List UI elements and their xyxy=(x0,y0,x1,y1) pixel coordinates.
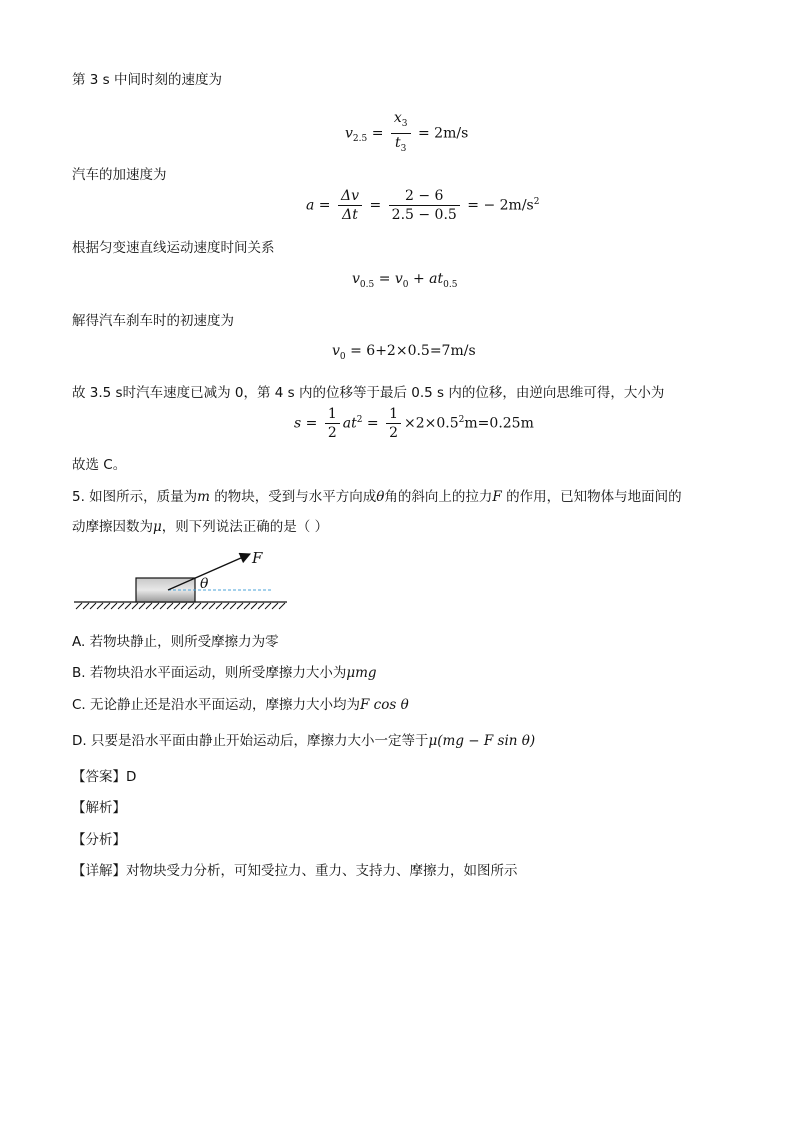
angle-label: θ xyxy=(200,576,209,592)
force-label: F xyxy=(252,549,263,567)
force-diagram xyxy=(72,546,297,616)
text-line-4: 解得汽车刹车时的初速度为 xyxy=(72,313,234,329)
text-line-1: 第 3 s 中间时刻的速度为 xyxy=(72,72,222,88)
equation-acceleration: a = $\frac{\Delta v}{\Delta t}$ = $\frac{2 - 6}{2.5 - 0.5}$ = − $2m/s^2$ xyxy=(306,188,540,223)
equation-velocity-time: $v_{0.5} = v_0 + at_{0.5}$ xyxy=(352,271,458,290)
option-c: C. 无论静止还是沿水平面运动，摩擦力大小均为F cos θ xyxy=(72,697,409,713)
text-line-6: 故选 C。 xyxy=(72,457,127,473)
equation-v0: $v_0 = 6+2\times 0.5=7m/s$ xyxy=(332,343,476,362)
text-line-2: 汽车的加速度为 xyxy=(72,167,167,183)
equation-v25: $v_{2.5}$ = $\frac{x_3}{t_3}$ = 2m/s xyxy=(345,110,469,154)
answer-line: 【答案】D xyxy=(72,769,137,785)
option-a: A. 若物块静止，则所受摩擦力为零 xyxy=(72,634,279,650)
question-stem-line-1: 5. 如图所示，质量为m 的物块，受到与水平方向成θ角的斜向上的拉力F 的作用，已知物体与地面间的 xyxy=(72,489,682,505)
option-b: B. 若物块沿水平面运动，则所受摩擦力大小为μmg xyxy=(72,665,377,681)
analysis-heading: 【解析】 xyxy=(72,800,126,816)
question-stem-line-2: 动摩擦因数为μ，则下列说法正确的是（ ） xyxy=(72,519,329,535)
analysis-subheading: 【分析】 xyxy=(72,832,126,848)
equation-displacement: s = $\frac{1}{2}$ $at^2$ = $\frac{1}{2}$ $\times 2\times 0.5^2m=0.25m$ xyxy=(294,406,534,441)
detail-line: 【详解】对物块受力分析，可知受拉力、重力、支持力、摩擦力，如图所示 xyxy=(72,863,518,879)
option-d: D. 只要是沿水平面由静止开始运动后，摩擦力大小一定等于μ(mg − F sin θ) xyxy=(72,733,536,749)
ground-hatch xyxy=(76,603,285,609)
text-line-5: 故 3.5 s时汽车速度已减为 0，第 4 s 内的位移等于最后 0.5 s 内的位移，由逆向思维可得，大小为 xyxy=(72,385,665,401)
text-line-3: 根据匀变速直线运动速度时间关系 xyxy=(72,240,275,256)
force-arrow xyxy=(168,554,250,590)
